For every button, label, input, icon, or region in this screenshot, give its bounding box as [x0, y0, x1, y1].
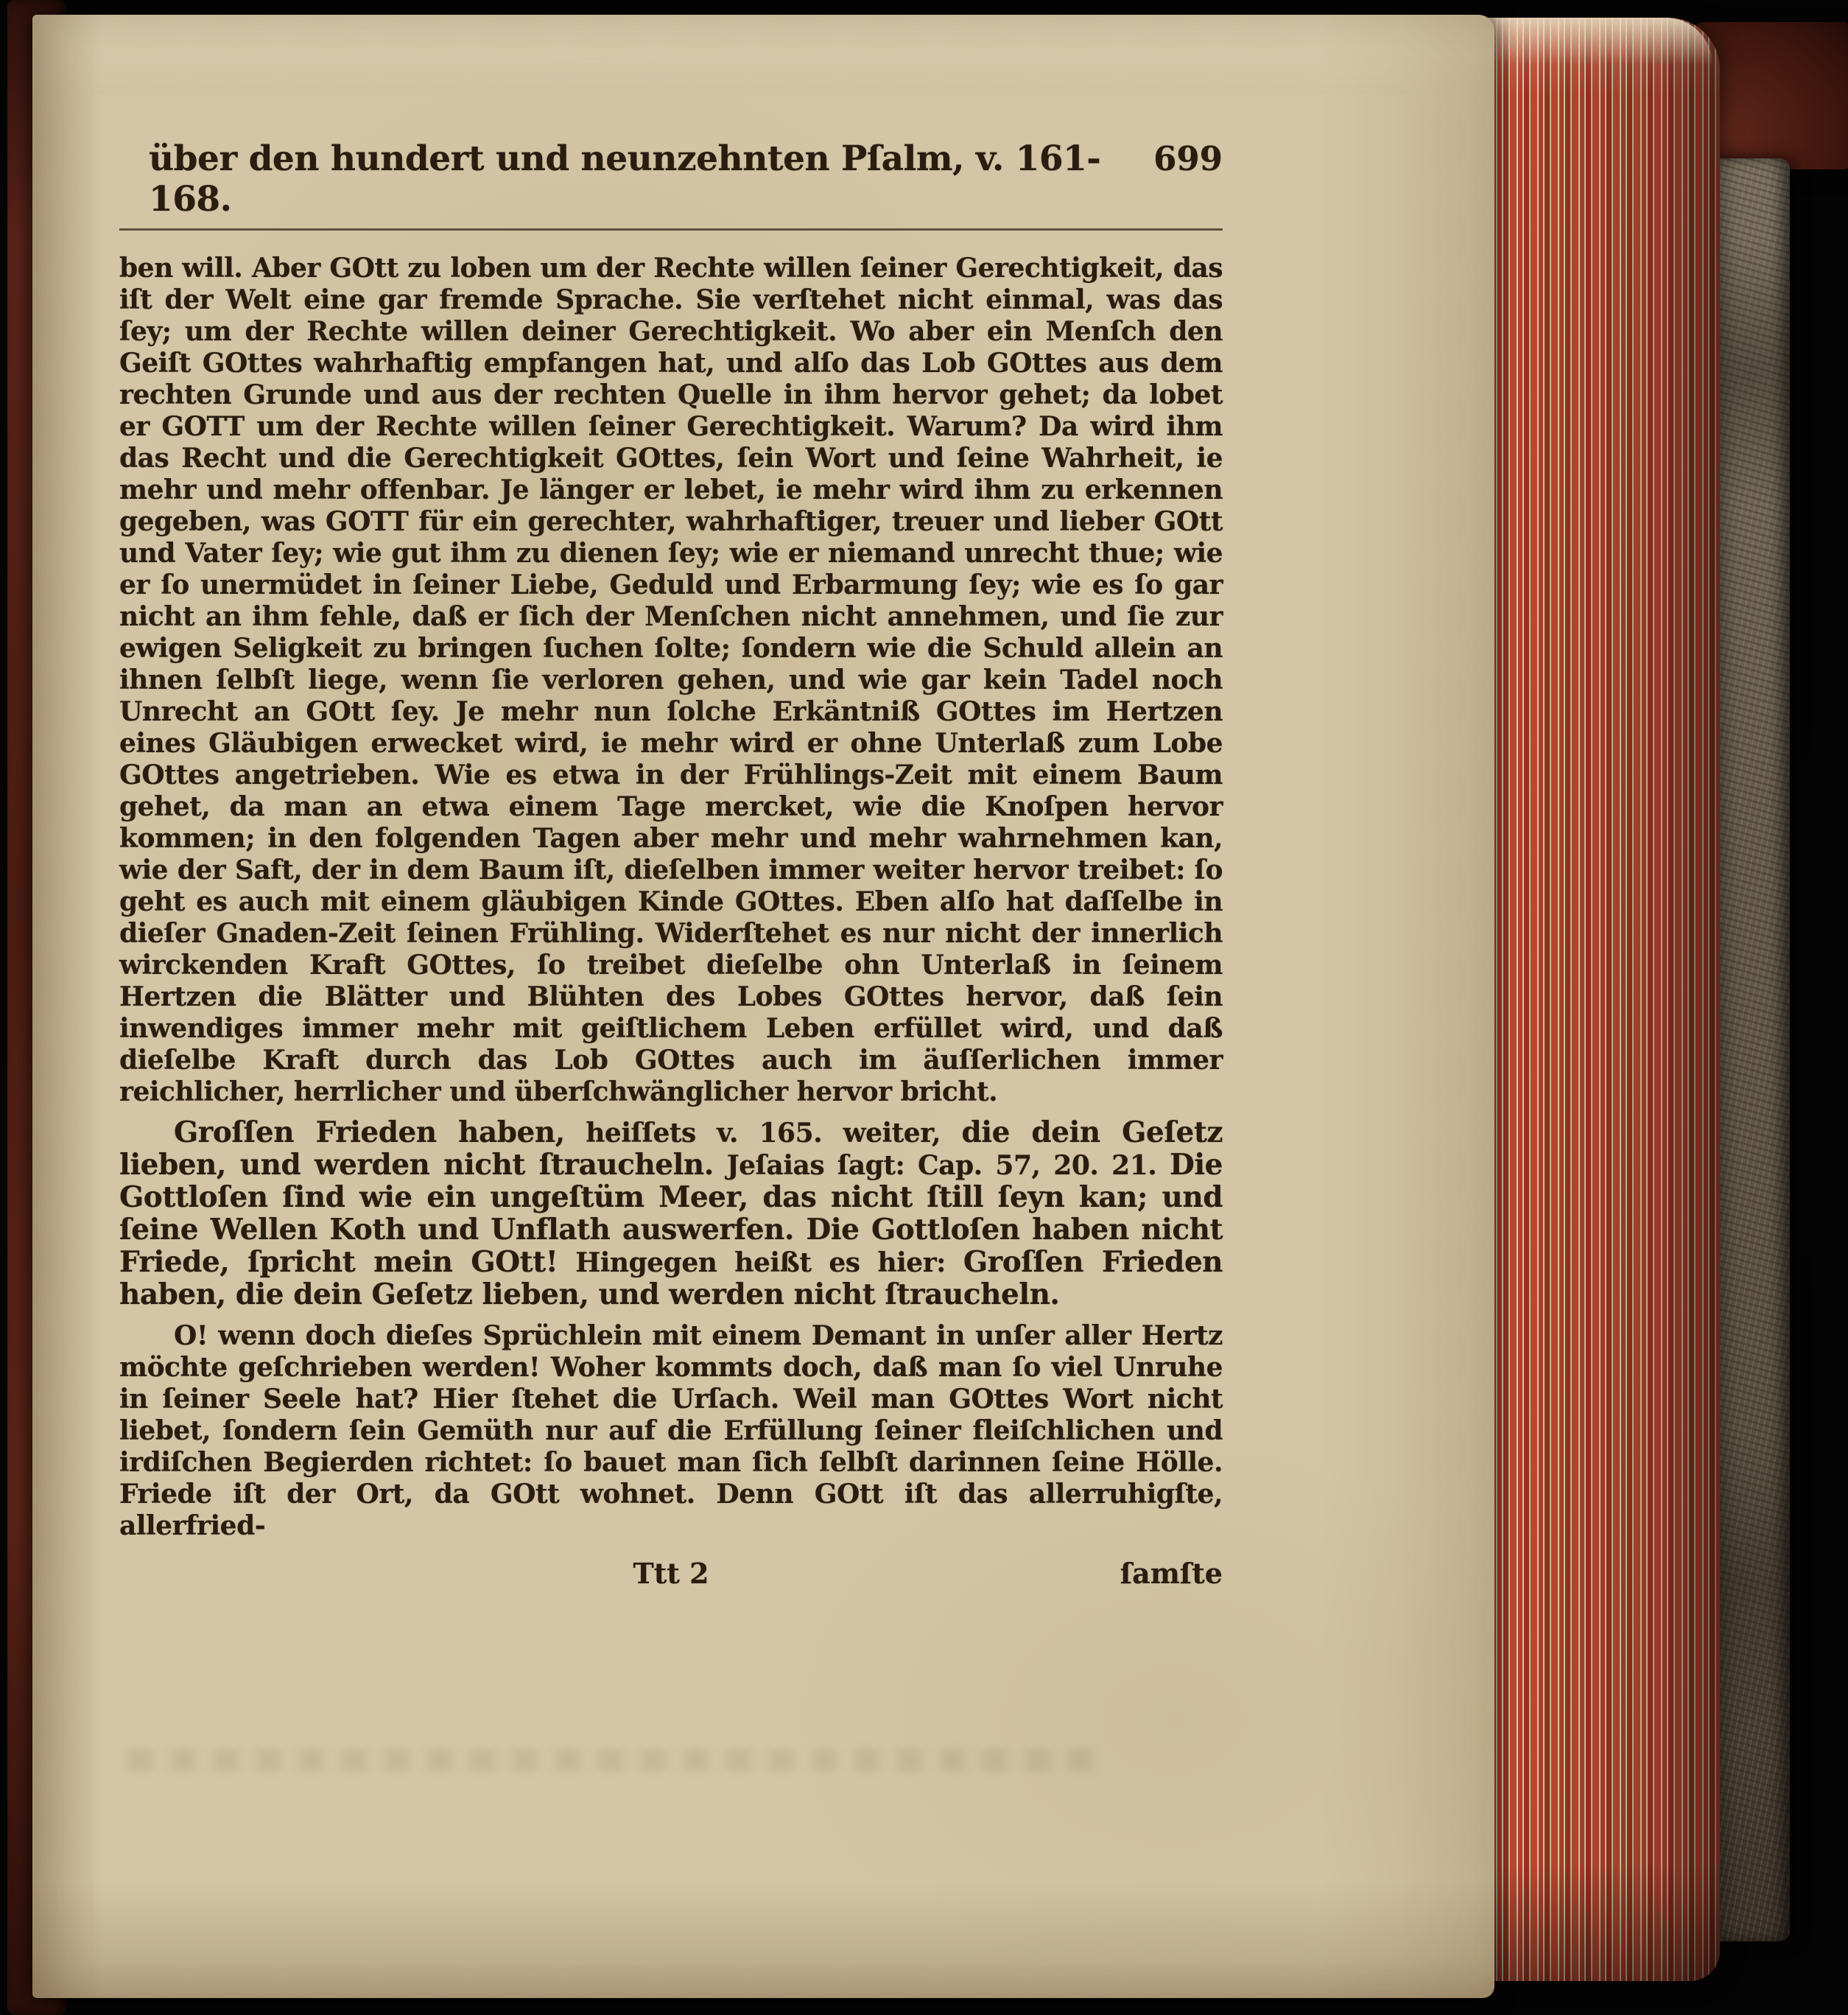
catchword: ſamſte	[1120, 1557, 1223, 1590]
running-title: über den hundert und neunzehnten Pſalm, v. 161-168.	[149, 139, 1101, 220]
catchword-area	[709, 1557, 1223, 1590]
footer-line	[119, 1557, 1223, 1590]
page-stack-fore-edge	[1477, 18, 1720, 1981]
scripture-emphasis: Groſſen Frieden haben,	[174, 1115, 565, 1149]
scripture-emphasis: die dein Geſetz lieben, und werden nicht ſtraucheln.	[119, 1115, 1223, 1182]
paragraph-quote-friede	[119, 1117, 1223, 1311]
running-header	[119, 139, 1223, 231]
ink-showthrough-smudge	[128, 1748, 1100, 1772]
scripture-emphasis: Die Gottloſen ſind wie ein ungeſtüm Meer, das nicht ſtill ſeyn kan; und ſeine Wellen Koth und Unflath auswerfen. Die Gottloſen haben nicht Friede, ſpricht mein GOtt!	[119, 1148, 1223, 1279]
scripture-emphasis: Groſſen Frieden haben, die dein Geſetz lieben, und werden nicht ſtraucheln.	[119, 1245, 1223, 1311]
commentary-text: Jeſaias ſagt: Cap. 57, 20. 21.	[713, 1150, 1170, 1181]
signature-mark: Ttt 2	[633, 1557, 709, 1590]
paragraph-continuation: ben will. Aber GOtt zu loben um der Rechte willen ſeiner Gerechtigkeit, das iſt der Welt eine gar fremde Sprache. Sie verſtehet nicht einmal, was das ſey; um der Rechte willen deiner Gerechtigkeit. Wo aber ein Menſch den Geiſt GOttes wahrhaftig empfangen hat, und alſo das Lob GOttes aus dem rechten Grunde und aus der rechten Quelle in ihm hervor gehet; da lobet er GOTT um der Rechte willen ſeiner Gerechtigkeit. Warum? Da wird ihm das Recht und die Gerechtigkeit GOttes, ſein Wort und ſeine Wahrheit, ie mehr und mehr offenbar. Je länger er lebet, ie mehr wird ihm zu erkennen gegeben, was GOTT für ein gerechter, wahrhaftiger, treuer und lieber GOtt und Vater ſey; wie gut ihm zu dienen ſey; wie er niemand unrecht thue; wie er ſo unermüdet in ſeiner Liebe, Geduld und Erbarmung ſey; wie es ſo gar nicht an ihm fehle, daß er ſich der Menſchen nicht annehmen, und ſie zur ewigen Seligkeit zu bringen ſuchen ſolte; ſondern wie die Schuld allein an ihnen ſelbſt liege, wenn ſie verloren gehen, und wie gar kein Tadel noch Unrecht an GOtt ſey. Je mehr nun ſolche Erkäntniß GOttes im Hertzen eines Gläubigen erwecket wird, ie mehr wird er ohne Unterlaß zum Lobe GOttes angetrieben. Wie es etwa in der Frühlings-Zeit mit einem Baum gehet, da man an etwa einem Tage mercket, wie die Knoſpen hervor kommen; in den folgenden Tagen aber mehr und mehr wahrnehmen kan, wie der Saft, der in dem Baum iſt, dieſelben immer weiter hervor treibet: ſo geht es auch mit einem gläubigen Kinde GOttes. Eben alſo hat daſſelbe in dieſer Gnaden-Zeit ſeinen Frühling. Widerſtehet es nur nicht der innerlich wirckenden Kraft GOttes, ſo treibet dieſelbe ohn Unterlaß in ſeinem Hertzen die Blätter und Blühten des Lobes GOttes hervor, daß ſein inwendiges immer mehr mit geiſtlichem Leben erfüllet wird, und daß dieſelbe Kraft durch das Lob GOttes auch im äuſſerlichen immer reichlicher, herrlicher und überſchwänglicher hervor bricht.	[119, 253, 1223, 1107]
paragraph-application: O! wenn doch dieſes Sprüchlein mit einem Demant in unſer aller Hertz möchte geſchrieben werden! Woher kommts doch, daß man ſo viel Unruhe in ſeiner Seele hat? Hier ſtehet die Urſach. Weil man GOttes Wort nicht liebet, ſondern ſein Gemüth nur auf die Erfüllung ſeiner fleiſchlichen und irdiſchen Begierden richtet: ſo bauet man ſich ſelbſt darinnen ſeine Hölle. Friede iſt der Ort, da GOtt wohnet. Denn GOtt iſt das allerruhigſte, allerfried-	[119, 1320, 1223, 1541]
book-page	[32, 15, 1494, 1998]
commentary-text: Hingegen heißt es hier:	[558, 1247, 963, 1278]
page-number: 699	[1153, 139, 1223, 178]
printed-text-block	[119, 139, 1223, 1590]
commentary-text: heiſſets v. 165. weiter,	[564, 1118, 962, 1149]
